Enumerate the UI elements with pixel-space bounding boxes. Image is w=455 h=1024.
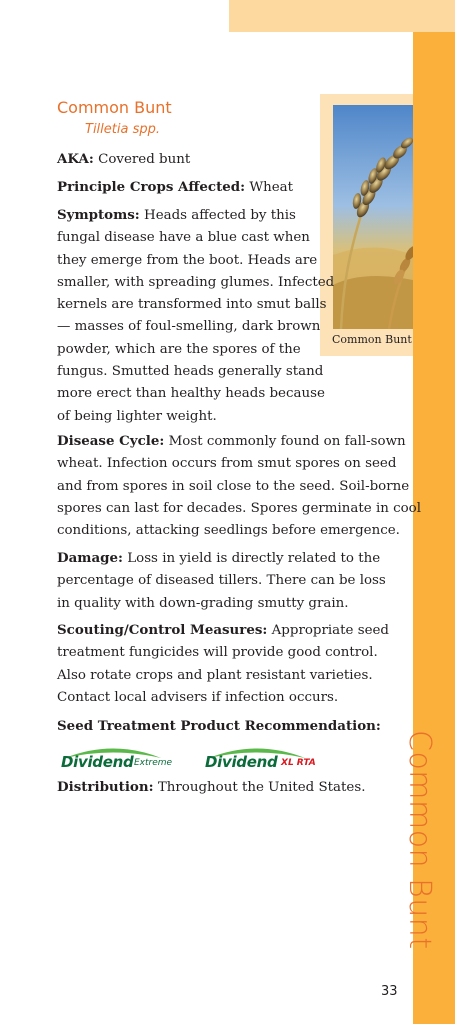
aka-label: AKA: bbox=[57, 151, 94, 167]
product-logos bbox=[57, 745, 337, 777]
symptoms-line: more erect than healthy heads because bbox=[57, 386, 325, 402]
top-accent-bar bbox=[229, 0, 455, 32]
page-number: 33 bbox=[381, 984, 398, 999]
disease-cycle-line: and from spores in soil close to the seed. Soil-borne bbox=[57, 478, 410, 494]
damage-section bbox=[57, 547, 386, 615]
symptoms-section bbox=[57, 204, 334, 428]
symptoms-line: fungal disease have a blue cast when bbox=[57, 230, 310, 246]
product-brand: Dividend bbox=[61, 753, 134, 771]
distribution-text: Throughout the United States. bbox=[157, 780, 366, 795]
disease-cycle-section bbox=[57, 430, 421, 542]
disease-cycle-line: Most commonly found on fall-sown bbox=[168, 434, 406, 449]
photo-caption: Common Bunt bbox=[332, 333, 412, 346]
aka-section bbox=[57, 148, 190, 171]
symptoms-line: powder, which are the spores of the bbox=[57, 341, 301, 357]
product-brand: Dividend bbox=[205, 753, 278, 771]
damage-line: percentage of diseased tillers. There can be loss bbox=[57, 573, 386, 589]
disease-cycle-line: wheat. Infection occurs from smut spores on seed bbox=[57, 456, 397, 472]
side-tab-title: Common Bunt bbox=[402, 730, 437, 950]
product-suffix: Extreme bbox=[134, 758, 173, 768]
symptoms-line: — masses of foul-smelling, dark brown bbox=[57, 319, 321, 335]
symptoms-line: fungus. Smutted heads generally stand bbox=[57, 364, 324, 380]
dividend-xl-rta-logo bbox=[201, 745, 329, 775]
crops-section bbox=[57, 176, 293, 199]
distribution-section bbox=[57, 776, 365, 799]
symptoms-line: they emerge from the boot. Heads are bbox=[57, 252, 318, 268]
scouting-label: Scouting/Control Measures: bbox=[57, 622, 268, 638]
scientific-name: Tilletia spp. bbox=[85, 122, 160, 137]
aka-text: Covered bunt bbox=[98, 152, 191, 167]
scouting-line: treatment fungicides will provide good control. bbox=[57, 645, 378, 661]
symptoms-label: Symptoms: bbox=[57, 207, 140, 223]
symptoms-line: smaller, with spreading glumes. Infected bbox=[57, 274, 335, 290]
symptoms-line: of being lighter weight. bbox=[57, 408, 217, 424]
disease-cycle-label: Disease Cycle: bbox=[57, 433, 165, 449]
product-suffix: XL RTA bbox=[281, 758, 316, 768]
recommendation-label: Seed Treatment Product Recommendation: bbox=[57, 718, 381, 734]
damage-line: in quality with down-grading smutty grain. bbox=[57, 595, 349, 611]
scouting-line: Also rotate crops and plant resistant varieties. bbox=[57, 667, 373, 683]
scouting-line: Contact local advisers if infection occurs. bbox=[57, 689, 339, 705]
scouting-line: Appropriate seed bbox=[271, 623, 389, 638]
scouting-section bbox=[57, 619, 389, 709]
page-title: Common Bunt bbox=[57, 98, 172, 117]
recommendation-section bbox=[57, 715, 381, 738]
damage-label: Damage: bbox=[57, 550, 123, 566]
distribution-label: Distribution: bbox=[57, 779, 154, 795]
symptoms-line: Heads affected by this bbox=[144, 208, 296, 223]
symptoms-line: kernels are transformed into smut balls bbox=[57, 297, 327, 313]
damage-line: Loss in yield is directly related to the bbox=[127, 551, 381, 566]
crops-label: Principle Crops Affected: bbox=[57, 179, 246, 195]
dividend-extreme-logo bbox=[57, 745, 191, 775]
wheat-photo bbox=[333, 105, 413, 329]
disease-cycle-line: conditions, attacking seedlings before emergence. bbox=[57, 523, 400, 539]
crops-text: Wheat bbox=[249, 180, 294, 195]
disease-cycle-line: spores can last for decades. Spores germinate in cool bbox=[57, 500, 422, 516]
